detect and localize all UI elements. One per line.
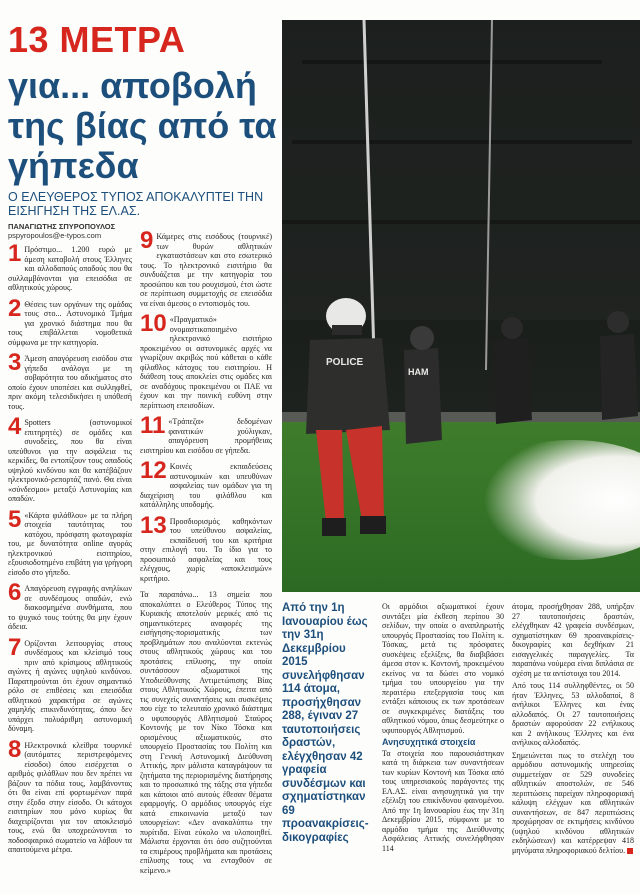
- author-email: pspyropoulos@e-typos.com: [8, 231, 102, 240]
- measure-text: Άμεση απαγόρευση εισόδου στα γήπεδα ανάλογα με τη σοβαρότητα του αδικήματος στο οποίο έχουν υποπέσει και συλληφθεί, πριν ακόμη τελεσιδικήσει η υπόθεσή τους.: [8, 354, 132, 411]
- measure-number: 3: [8, 349, 22, 376]
- main-headline: για... αποβολή της βίας από τα γήπεδα: [8, 65, 277, 186]
- author-name: ΠΑΝΑΓΙΩΤΗΣ ΣΠΥΡΟΠΟΥΛΟΣ: [8, 222, 116, 231]
- measure-item: [140, 457, 272, 510]
- measure-text: Προσδιορισμός καθηκόντων του υπεύθυνου ασφαλείας, εκπαίδευσή του και κριτήρια στην επιλογή του. Το ίδιο για το προσωπικό ασφαλείας και τους ελέγχους, χωρίς «αποκλεισμών» κριτήριο.: [140, 516, 272, 583]
- measure-item: [8, 349, 132, 411]
- measure-text: Πρόστιμο... 1.200 ευρώ με άμεση καταβολή στους Έλληνες και αλλοδαπούς οπαδούς που θα συλλαμβάνονται για επεισόδια σε αθλητικούς χώρους.: [8, 245, 132, 292]
- article-paragraph: [512, 751, 634, 856]
- measures-column-2: [140, 227, 272, 875]
- measure-number: 7: [8, 633, 22, 661]
- measure-number: 8: [8, 735, 22, 763]
- measure-number: 12: [140, 457, 167, 484]
- measure-number: 5: [8, 505, 22, 533]
- measure-number: 4: [8, 413, 22, 440]
- measure-text: Ορίζονται λειτουργίας στους συνδέσμους και κλείσιμό τους πριν από κρίσιμους αθλητικούς αγώνες ή αγώνες υψηλού κινδύνου. Παρατηρούνται ότι έχουν σημαντικό ρόλο σε επιθέσεις και επεισόδια αθλητικού χαρακτήρα σε αγώνες χαμηλής επικινδυνότητας, όπου δεν υπάρχει πολυάριθμη αστυνομική δύναμη.: [8, 638, 132, 733]
- measure-item: [8, 735, 132, 855]
- police-vest-label: POLICE: [326, 357, 364, 368]
- article-paragraph: Από τους 114 συλληφθέντες, οι 50 ήταν Έλληνες, 53 αλλοδαποί, 8 ανήλικοι Έλληνες και ένας αλλοδαπός. Οι 27 ταυτοποιήσεις δραστών αφορούσαν 22 ενήλικους και 2 ανήλικους Έλληνες και ένα ανήλικος αλλοδαπός.: [512, 681, 634, 747]
- article-paragraph: άτομα, προσήχθησαν 288, υπήρξαν 27 ταυτοποιήσεις δραστών, ελέγχθηκαν 42 γραφεία συνδέσμων, σχηματίστηκαν 69 προανακρίσεις-δικογραφίες και δεχθήκαν 21 εισαγγελικές παραγγελίες. Τα παραπάνω νούμερα είναι διπλάσια σε σχέση με τα αντίστοιχα του 2014.: [512, 602, 634, 678]
- measure-text: Spotters (αστυνομικοί επιτηρητές) σε ομάδες και συνοδείες, που θα είναι υπεύθυνοι για την ασφάλεια τις κερκίδες, θα εντοπίζουν τους οπαδούς υψηλού κινδύνου και θα κατέβάζουν ηλεκτρονικό-ρεπορτάζ πανό. Θα είναι «σύνδεσμοι» μεταξύ Αστυνομίας και οπαδών.: [8, 418, 132, 503]
- measure-number: 6: [8, 579, 22, 606]
- measure-item: [8, 505, 132, 578]
- byline: [8, 222, 115, 240]
- photo-illustration: [282, 20, 640, 592]
- article-continuation: Τα παραπάνω... 13 σημεία που αποκαλύπτει ο Ελεύθερος Τύπος της Κυριακής αποτελούν μερικές από τις σημαντικότερες αναφορές της εισήγησης-πορισματικής των προβλημάτων που αναλύονται εκτενώς στους αθλητικούς χώρους και του προτάσεις επίλυσης, την οποία συντάσσουν αξιωματικοί της Υποδιεύθυνσης Αντιμετώπισης Βίας στους Αθλητικούς Χώρους, έπειτα από τις συνεχείς συναντήσεις και συσκέψεις που είχε το τελευταίο χρονικό διάστημα ο υφυπουργός Αθλητισμού Σταύρος Κοντονής με τον Νίκο Τόσκα και ορισμένους αξιωματικούς, στο υπουργείο Προστασίας του Πολίτη και στη Γενική Αστυνομική Διεύθυνση Αττικής, πριν μάλιστα καταγράψουν τα ζητήματα της περιορισμένης διατήρησης και το προσωπικό της τάξης στα γήπεδα και κάποιοι από αυτούς έθεσαν θέματα εφαρμογής. Ο αρμόδιος υπουργός είχε κατά επικοινωνία μεταξύ των υπουργείων: «Δεν ανακαλύπτω την πυρίτιδα. Είναι εύκολο να υλοποιηθεί. Μάλιστα έρχονται ότι όσο συζητούνται τα επιμέρους προβλήματα και προτάσεις επίλυσης τους να ενταχθούν σε κείμενο.»: [140, 590, 272, 875]
- article-column-3: [382, 602, 504, 853]
- measure-item: [140, 310, 272, 410]
- measure-text: Κοινές εκπαιδεύσεις αστυνομικών και υπευθύνων ασφαλείας των ομάδων για τη διαχείριση του φιλάθλου και κατάλληλης υποδομής.: [140, 462, 272, 509]
- measure-item: [140, 511, 272, 584]
- measure-text: Θέσεις των οργάνων της ομάδας τους στο... Αστυνομικό Τμήμα για χρονικό διάστημα που θα τους επιβάλλεται νομοθετικά σύμφωνα με την κατηγορία.: [8, 299, 132, 347]
- kicker-headline: 13 ΜΕΤΡΑ: [8, 19, 186, 60]
- measure-text: «Πραγματικό» ονομαστικοποιημένο ηλεκτρονικό εισιτήριο προκειμένου οι αστυνομικές αρχές να γνωρίζουν ακριβώς πού κάθεται ο κάθε φίλαθλος κάτοχος του εισιτηρίου. Η διάθεση τους αποκλείει στις ομάδες και σε αναδόχους προκειμένου οι ΠΑΕ να έχουν και την ποινική ευθύνη στην περίπτωση επεισοδίων.: [140, 315, 272, 410]
- measure-number: 11: [140, 412, 166, 439]
- measure-text: «Τράπεζα» δεδομένων φανατικών χούλιγκαν, απαγόρευση προμήθειας εισιτηρίου και εισόδου σε γήπεδα.: [140, 417, 272, 455]
- measure-item: [8, 240, 132, 293]
- measure-number: 1: [8, 240, 22, 267]
- article-end-mark: [627, 848, 633, 854]
- subheadline: Ο ΕΛΕΥΘΕΡΟΣ ΤΥΠΟΣ ΑΠΟΚΑΛΥΠΤΕΙ ΤΗΝ ΕΙΣΗΓΗΣΗ ΤΗΣ ΕΛ.ΑΣ.: [8, 190, 264, 218]
- measure-text: Απαγόρευση εγγραφής ανηλίκων σε συνδέσμους οπαδών, ενώ διακοσμημένα συνθήματα, που το ψυχικό τους τούτης θα μην έχουν άδεια.: [8, 584, 132, 631]
- measure-item: [140, 227, 272, 308]
- measure-item: [8, 294, 132, 348]
- measures-column-1: [8, 240, 132, 862]
- article-paragraph: Οι αρμόδιοι αξιωματικοί έχουν συντάξει μία έκθεση περίπου 30 σελίδων, την οποία ο αναπληρωτής υπουργός Προστασίας του Πολίτη κ. Τόσκας, μετά τις πρόσφατες συσκέψεις εξελίξεις, θα διαβιβάσει άμεσα στον κ. Κοντονή, προκειμένου εκείνος να τα δώσει στο νομικό τμήμα του υπουργείου για την περαιτέρω επεξεργασία τους και εντάξει κάποιους εκ των προτάσεων σε συγκεκριμένες διατάξεις του αθλητικού νόμου, όπως δεσμεύτηκε ο υφυπουργός Αθλητισμού.: [382, 602, 504, 735]
- measure-item: [140, 412, 272, 455]
- fan-jacket-label: HAM: [408, 367, 429, 377]
- article-paragraph: Τα στοιχεία που παρουσιάστηκαν κατά τη διάρκεια των συναντήσεων των κυρίων Κοντονή και Τόσκα από τους υπηρεσιακούς παράγοντες της ΕΛ.ΑΣ. είναι ανησυχητικά για την εξέλιξη του επικίνδυνου φαινομένου. Από την 1η Ιανουαρίου έως την 31η Δεκεμβρίου 2015, σύμφωνα με το αρμόδιο τμήμα της Διεύθυνσης Ασφάλειας Αττικής συνελήφθησαν 114: [382, 748, 504, 853]
- pull-quote: Από την 1η Ιανουαρίου έως την 31η Δεκεμβρίου 2015 συνελήφθησαν 114 άτομα, προσήχθησαν 288, έγιναν 27 ταυτοποιήσεις δραστών, ελέγχθησαν 42 γραφεία συνδέσμων και σχηματίστηκαν 69 προανακρίσεις-δικογραφίες: [282, 602, 369, 844]
- measure-text: Ηλεκτρονικά κλείθρα τουρνικέ (αυτόματες περιστρεφόμενες είσοδοι) όπου εισέρχεται ο αριθμός φιλάθλων που δεν πρέπει να βάζουν τα πόδια τους, λαμβάνοντας ότι θα είναι επί φορτωμένων παρά στην έξοδο στην είσοδο. Οι κάτοχοι εισιτηρίων που μόνο κυρίως θα διαχειρίζονται για τον αποκλεισμό τους, ενώ θα υποχρεώνονται το ποδοσφαιρικό σωματείο να λάβουν τα απαιτούμενα μέτρα.: [8, 740, 132, 854]
- measure-number: 2: [8, 294, 22, 322]
- article-column-4: [512, 602, 634, 855]
- article-paragraph-text: Σημειώνεται πως το στελέχη του αρμόδιου αστυνομικής υπηρεσίας συμμετείχαν σε 529 συνοδείες αθλητικών αποστολών, σε 546 περιπτώσεις παρείχαν πληροφοριακή κάλυψη ελέγχων και αθλητικών συναντήσεων, σε 847 περιπτώσεις προχώρησαν σε εκτιμήσεις κινδύνου (υψηλού κινδύνου αθλητικών εκδηλώσεων) και κατέρρεψαν 418 μηνύματα πληροφοριακού δελτίου.: [512, 750, 634, 855]
- section-subheading: Ανησυχητικά στοιχεία: [382, 737, 476, 747]
- stadium-riot-photo: [282, 20, 640, 592]
- crowd-texture: [282, 20, 640, 320]
- measure-item: [8, 413, 132, 504]
- measure-text: «Κάρτα φιλάθλου» με τα πλήρη στοιχεία ταυτότητας του κατόχου, πρόσφατη φωτογραφία του, με δυνατότητα online αγοράς ηλεκτρονικού εισιτηρίου, εξουσιοδοτημένο επιβάτη για γρήγορη είσοδο στο γήπεδο.: [8, 510, 132, 577]
- measure-item: [8, 633, 132, 734]
- measure-text: Κάμερες στις εισόδους (τουρνικέ) των θυρών αθλητικών εγκαταστάσεων και στο εσωτερικό τους. Το ηλεκτρονικό εισιτήριο θα συνδυάζεται με την κατηγορία του προσώπου και του ρουχισμού, έτσι ώστε σε περίπτωση συμμετοχής σε επεισόδια να είναι άμεσος ο εντοπισμός του.: [140, 232, 272, 308]
- measure-number: 9: [140, 227, 154, 254]
- measure-number: 10: [140, 310, 167, 337]
- measure-item: [8, 579, 132, 632]
- measure-number: 13: [140, 511, 167, 539]
